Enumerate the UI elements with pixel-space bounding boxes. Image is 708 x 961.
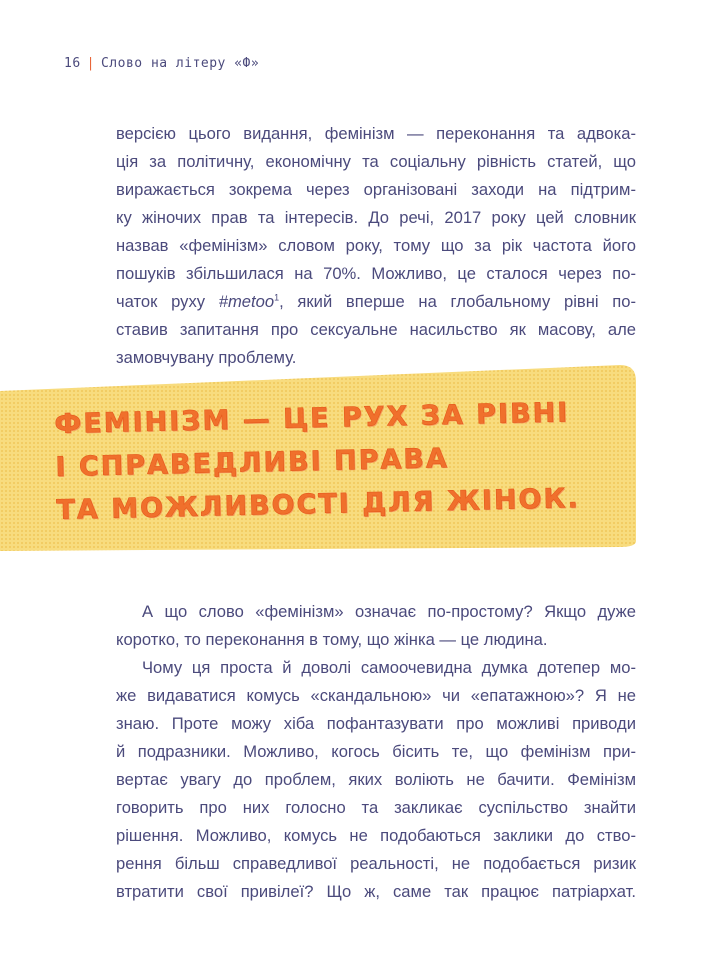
text-line: версією цього видання, фемінізм — переконання та адвока-	[116, 124, 636, 143]
paragraph-2	[116, 598, 636, 906]
page-number: 16	[64, 56, 81, 71]
text-line: рішення. Можливо, комусь не подобаються заклики до ство-	[116, 826, 636, 845]
running-header	[64, 56, 259, 71]
pull-quote	[54, 391, 580, 532]
text-line: А що слово «фемінізм» означає по-простому? Якщо дуже	[142, 602, 636, 621]
text-fragment: чаток руху	[116, 292, 219, 311]
text-line: пошуків збільшилася на 70%. Можливо, це сталося через по-	[116, 264, 636, 283]
text-line: й подразники. Можливо, когось бісить те, що фемінізм при-	[116, 742, 636, 761]
text-line-with-hashtag	[116, 288, 636, 316]
quote-line: ТА МОЖЛИВОСТІ ДЛЯ ЖІНОК.	[56, 483, 581, 526]
paragraph-1	[116, 120, 636, 372]
hashtag-metoo: #metoo	[218, 292, 275, 311]
text-line: вертає увагу до проблем, яких воліють не бачити. Фемінізм	[116, 770, 636, 789]
text-line: виражається зокрема через організовані заходи на підтрим-	[116, 180, 636, 199]
text-line: рення більш справедливої реальності, не подобається ризик	[116, 854, 636, 873]
text-fragment: , який вперше на глобальному рівні по-	[279, 292, 636, 311]
header-separator: |	[86, 56, 95, 71]
footnote-marker[interactable]: 1	[274, 292, 280, 303]
text-line: замовчувану проблему.	[116, 348, 297, 367]
text-line: знаю. Проте можу хіба пофантазувати про можливі приводи	[116, 714, 636, 733]
text-line: Чому ця проста й доволі самоочевидна думка дотепер мо-	[142, 658, 636, 677]
quote-banner	[0, 365, 636, 551]
text-line: ставив запитання про сексуальне насильство як масову, але	[116, 320, 636, 339]
quote-line: ФЕМІНІЗМ — ЦЕ РУХ ЗА РІВНІ	[54, 397, 570, 440]
quote-line: І СПРАВЕДЛИВІ ПРАВА	[55, 443, 450, 483]
text-line: ку жіночих прав та інтересів. До речі, 2017 року цей словник	[116, 208, 636, 227]
chapter-title: Слово на літеру «Ф»	[100, 56, 260, 71]
text-line: говорить про них голосно та закликає суспільство знайти	[116, 798, 636, 817]
text-line: же видаватися комусь «скандальною» чи «епатажною»? Я не	[116, 686, 636, 705]
text-line: втратити свої привілеї? Що ж, саме так працює патріархат.	[116, 882, 636, 901]
text-line: ція за політичну, економічну та соціальну рівність статей, що	[116, 152, 636, 171]
text-line: назвав «фемінізм» словом року, тому що за рік частота його	[116, 236, 636, 255]
text-line: коротко, то переконання в тому, що жінка — це людина.	[116, 630, 548, 649]
